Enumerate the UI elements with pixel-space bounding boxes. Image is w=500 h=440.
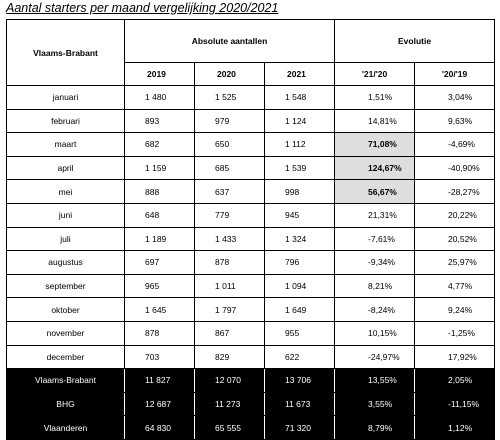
percent-cell: 20,22%	[415, 203, 495, 227]
percent-cell: 13,55%	[335, 369, 415, 393]
percent-cell: 124,67%	[335, 156, 415, 180]
totals-row	[7, 369, 495, 393]
totals-row	[7, 416, 495, 440]
row-label: december	[7, 345, 125, 369]
count-cell: 1 112	[265, 133, 335, 157]
percent-cell: 9,63%	[415, 109, 495, 133]
row-label: februari	[7, 109, 125, 133]
percent-cell: -7,61%	[335, 227, 415, 251]
count-cell: 1 649	[265, 298, 335, 322]
table-row	[7, 133, 495, 157]
count-cell: 867	[195, 321, 265, 345]
percent-cell: 1,51%	[335, 86, 415, 110]
count-cell: 1 525	[195, 86, 265, 110]
count-cell: 1 011	[195, 274, 265, 298]
table-row	[7, 86, 495, 110]
count-cell: 1 324	[265, 227, 335, 251]
count-cell: 685	[195, 156, 265, 180]
table-row	[7, 203, 495, 227]
count-cell: 1 797	[195, 298, 265, 322]
count-cell: 1 433	[195, 227, 265, 251]
count-cell: 11 673	[265, 392, 335, 416]
percent-cell: 56,67%	[335, 180, 415, 204]
row-label: oktober	[7, 298, 125, 322]
totals-row	[7, 392, 495, 416]
row-label: november	[7, 321, 125, 345]
count-cell: 622	[265, 345, 335, 369]
count-cell: 979	[195, 109, 265, 133]
count-cell: 650	[195, 133, 265, 157]
count-cell: 829	[195, 345, 265, 369]
row-label: BHG	[7, 392, 125, 416]
table-row	[7, 321, 495, 345]
table-row	[7, 180, 495, 204]
count-cell: 1 094	[265, 274, 335, 298]
row-label: juli	[7, 227, 125, 251]
percent-cell: 4,77%	[415, 274, 495, 298]
count-cell: 1 159	[125, 156, 195, 180]
count-cell: 71 320	[265, 416, 335, 440]
count-cell: 648	[125, 203, 195, 227]
percent-cell: 71,08%	[335, 133, 415, 157]
table-row	[7, 298, 495, 322]
table-row	[7, 274, 495, 298]
count-cell: 878	[195, 251, 265, 275]
count-cell: 11 273	[195, 392, 265, 416]
count-cell: 64 830	[125, 416, 195, 440]
count-cell: 1 548	[265, 86, 335, 110]
column-header: '20/'19	[415, 63, 495, 86]
count-cell: 12 687	[125, 392, 195, 416]
row-label: januari	[7, 86, 125, 110]
count-cell: 1 124	[265, 109, 335, 133]
percent-cell: 17,92%	[415, 345, 495, 369]
table-row	[7, 156, 495, 180]
table-row	[7, 109, 495, 133]
percent-cell: -28,27%	[415, 180, 495, 204]
column-header: 2021	[265, 63, 335, 86]
count-cell: 878	[125, 321, 195, 345]
count-cell: 637	[195, 180, 265, 204]
percent-cell: -9,34%	[335, 251, 415, 275]
count-cell: 697	[125, 251, 195, 275]
count-cell: 1 539	[265, 156, 335, 180]
count-cell: 13 706	[265, 369, 335, 393]
evolution-group-header: Evolutie	[335, 20, 495, 63]
count-cell: 888	[125, 180, 195, 204]
count-cell: 893	[125, 109, 195, 133]
column-header: '21/'20	[335, 63, 415, 86]
count-cell: 703	[125, 345, 195, 369]
table-row	[7, 251, 495, 275]
percent-cell: -8,24%	[335, 298, 415, 322]
count-cell: 945	[265, 203, 335, 227]
column-header: 2020	[195, 63, 265, 86]
percent-cell: 2,05%	[415, 369, 495, 393]
count-cell: 779	[195, 203, 265, 227]
percent-cell: -4,69%	[415, 133, 495, 157]
percent-cell: 8,21%	[335, 274, 415, 298]
percent-cell: 3,55%	[335, 392, 415, 416]
region-header: Vlaams-Brabant	[7, 20, 125, 86]
table-row	[7, 345, 495, 369]
row-label: Vlaams-Brabant	[7, 369, 125, 393]
percent-cell: 9,24%	[415, 298, 495, 322]
percent-cell: 1,12%	[415, 416, 495, 440]
percent-cell: 10,15%	[335, 321, 415, 345]
count-cell: 12 070	[195, 369, 265, 393]
column-header: 2019	[125, 63, 195, 86]
row-label: maart	[7, 133, 125, 157]
count-cell: 682	[125, 133, 195, 157]
row-label: augustus	[7, 251, 125, 275]
percent-cell: -40,90%	[415, 156, 495, 180]
row-label: juni	[7, 203, 125, 227]
percent-cell: 14,81%	[335, 109, 415, 133]
count-cell: 1 480	[125, 86, 195, 110]
count-cell: 1 189	[125, 227, 195, 251]
count-cell: 955	[265, 321, 335, 345]
percent-cell: 21,31%	[335, 203, 415, 227]
header-row-groups	[7, 20, 495, 63]
row-label: mei	[7, 180, 125, 204]
count-cell: 11 827	[125, 369, 195, 393]
count-cell: 1 645	[125, 298, 195, 322]
percent-cell: -1,25%	[415, 321, 495, 345]
percent-cell: 20,52%	[415, 227, 495, 251]
count-cell: 796	[265, 251, 335, 275]
page-title: Aantal starters per maand vergelijking 2020/2021	[6, 1, 279, 15]
count-cell: 998	[265, 180, 335, 204]
count-cell: 965	[125, 274, 195, 298]
row-label: april	[7, 156, 125, 180]
percent-cell: -11,15%	[415, 392, 495, 416]
count-cell: 65 555	[195, 416, 265, 440]
percent-cell: -24,97%	[335, 345, 415, 369]
starters-table	[6, 19, 495, 440]
row-label: september	[7, 274, 125, 298]
percent-cell: 8,79%	[335, 416, 415, 440]
percent-cell: 25,97%	[415, 251, 495, 275]
absolute-group-header: Absolute aantallen	[125, 20, 335, 63]
row-label: Vlaanderen	[7, 416, 125, 440]
percent-cell: 3,04%	[415, 86, 495, 110]
table-row	[7, 227, 495, 251]
